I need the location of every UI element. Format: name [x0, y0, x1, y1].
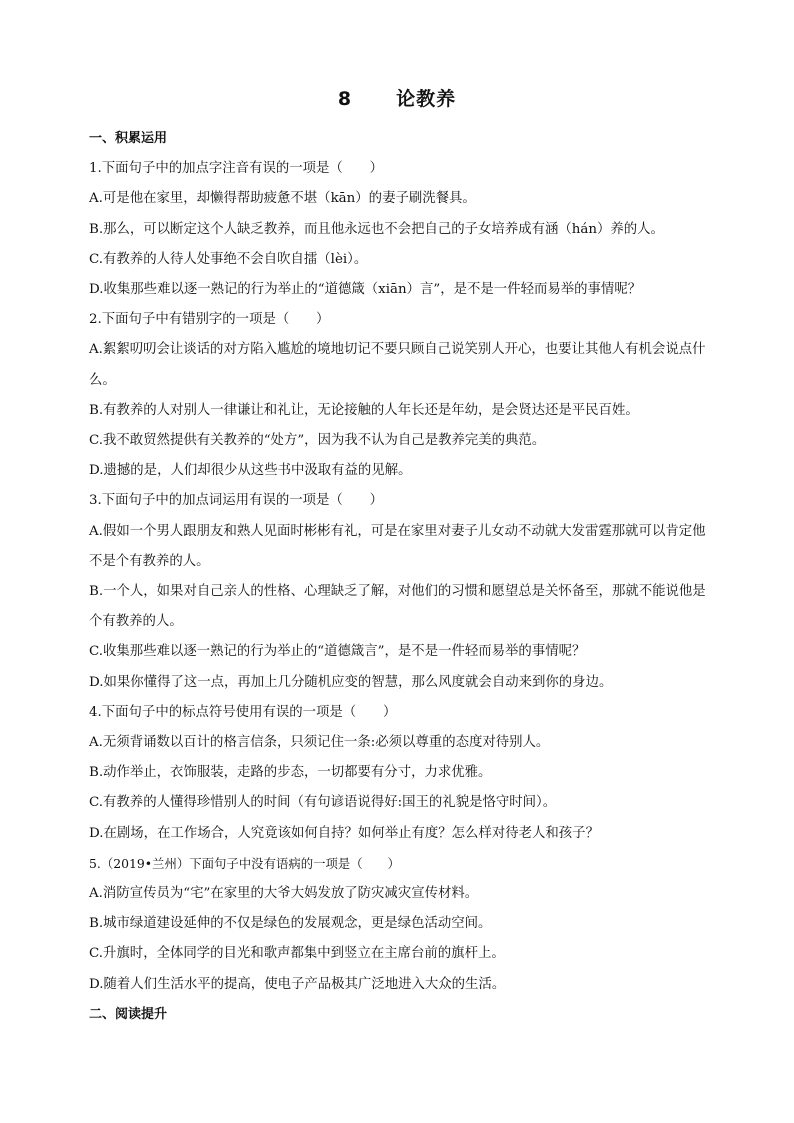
option-a: A.假如一个男人跟朋友和熟人见面时彬彬有礼，可是在家里对妻子儿女动不动就大发雷霆那就可以肯定他不是个有教养的人。 [89, 523, 706, 569]
option-c: C.升旗时，全体同学的目光和歌声都集中到竖立在主席台前的旗杆上。 [89, 946, 505, 962]
option-d: D.收集那些难以逐一熟记的行为举止的“道德箴（xiān）言”，是不是一件轻而易举的事情呢？ [89, 282, 642, 298]
question-stem: 3.下面句子中的加点词运用有误的一项是（ ） [89, 493, 383, 509]
option-d: D.随着人们生活水平的提高，使电子产品极其广泛地进入大众的生活。 [89, 976, 506, 992]
section-heading: 一、积累运用 [89, 131, 168, 146]
option-b: B.动作举止，衣饰服装，走路的步态，一切都要有分寸，力求优雅。 [89, 765, 492, 781]
document-body [89, 124, 709, 1030]
option-a: A.可是他在家里，却懒得帮助疲惫不堪（kān）的妻子刷洗餐具。 [89, 191, 476, 207]
option-b: B.城市绿道建设延伸的不仅是绿色的发展观念，更是绿色活动空间。 [89, 916, 492, 932]
option-c: C.收集那些难以逐一熟记的行为举止的“道德箴言”，是不是一件轻而易举的事情呢？ [89, 644, 586, 660]
option-a: A.絮絮叨叨会让谈话的对方陷入尴尬的境地切记不要只顾自己说笑别人开心，也要让其他人有机会说点什么。 [89, 342, 706, 388]
option-a: A.消防宣传员为“宅”在家里的大爷大妈发放了防灾减灾宣传材料。 [89, 886, 479, 902]
lesson-number: 8 [337, 88, 353, 110]
option-a: A.无须背诵数以百计的格言信条，只须记住一条:必须以尊重的态度对待别人。 [89, 735, 550, 751]
option-c: C.我不敢贸然提供有关教养的“处方”，因为我不认为自己是教养完美的典范。 [89, 433, 546, 449]
option-b: B.有教养的人对别人一律谦让和礼让，无论接触的人年长还是年幼，是会贤达还是平民百姓。 [89, 402, 639, 418]
section-heading: 二、阅读提升 [89, 1006, 168, 1022]
option-d: D.遗撼的是，人们却很少从这些书中汲取有益的见解。 [89, 463, 412, 479]
option-d: D.在剧场，在工作场合，人究竟该如何自持？如何举止有度？怎么样对待老人和孩子？ [89, 825, 599, 841]
option-c: C.有教养的人懂得珍惜别人的时间（有句谚语说得好:国王的礼貌是恪守时间）。 [89, 795, 557, 811]
question-stem: 5.（2019•兰州）下面句子中没有语病的一项是（ ） [89, 855, 400, 871]
option-d: D.如果你懂得了这一点，再加上几分随机应变的智慧，那么风度就会自动来到你的身边。 [89, 674, 613, 690]
option-b: B.一个人，如果对自己亲人的性格、心理缺乏了解，对他们的习惯和愿望总是关怀备至，那就不能说他是个有教养的人。 [89, 584, 706, 630]
option-b: B.那么，可以断定这个人缺乏教养，而且他永远也不会把自己的子女培养成有涵（hán）养的人。 [89, 221, 664, 237]
option-c: C.有教养的人待人处事绝不会自吹自擂（lèi）。 [89, 251, 368, 267]
page-title [0, 84, 794, 111]
question-stem: 2.下面句子中有错别字的一项是（ ） [89, 312, 330, 328]
question-stem: 4.下面句子中的标点符号使用有误的一项是（ ） [89, 704, 397, 720]
lesson-title: 论教养 [396, 88, 457, 110]
question-stem: 1.下面句子中的加点字注音有误的一项是（ ） [89, 161, 383, 177]
